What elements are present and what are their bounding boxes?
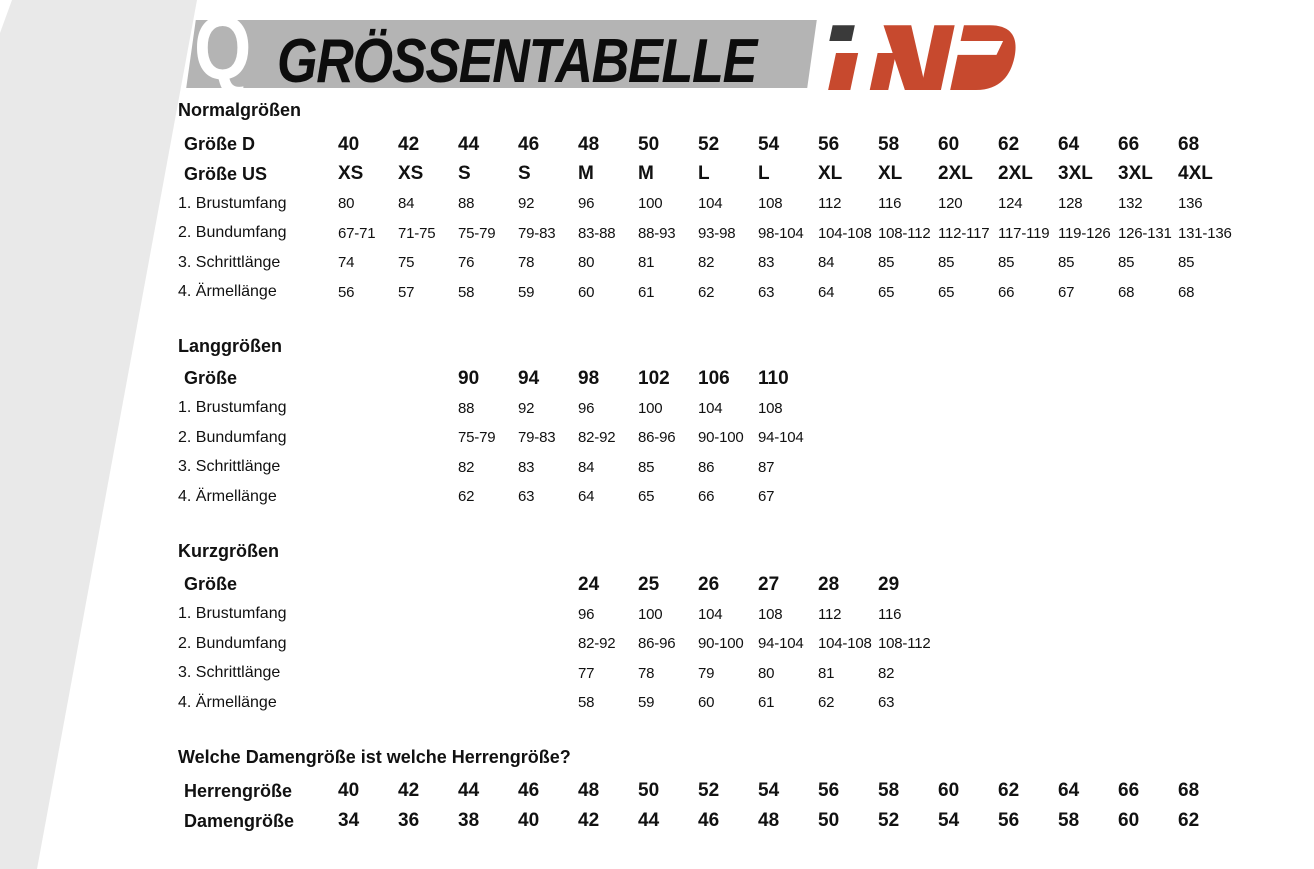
measure-cell: 88-93 (638, 224, 676, 242)
size-cell: M (578, 163, 594, 185)
size-cell: 46 (698, 810, 720, 831)
size-cell: 54 (938, 810, 960, 831)
size-cell: L (698, 163, 710, 185)
size-cell: 44 (458, 780, 480, 801)
measure-cell: 64 (578, 488, 595, 506)
page-title: GRÖSSENTABELLE (277, 27, 757, 96)
size-cell: 64 (1058, 133, 1080, 155)
table-row (178, 570, 1308, 600)
section-heading: Welche Damengröße ist welche Herrengröße? (178, 747, 571, 767)
measure-cell: 84 (398, 195, 415, 213)
row-label: 4. Ärmellänge (178, 487, 277, 505)
section-kurzgroessen (178, 541, 1308, 718)
row-label: Größe D (184, 134, 256, 155)
measure-cell: 98-104 (758, 224, 804, 242)
size-cell: S (518, 163, 531, 185)
measure-cell: 92 (518, 195, 535, 213)
size-cell: 48 (578, 133, 600, 155)
size-cell: 48 (758, 810, 780, 831)
column-offset-spacer (338, 467, 458, 468)
column-offset-spacer (338, 673, 578, 674)
measure-cell: 82-92 (578, 635, 616, 653)
size-cell: 3XL (1058, 163, 1093, 185)
measure-cell: 78 (638, 664, 655, 682)
measure-cell: 63 (758, 283, 775, 301)
size-cell: 25 (638, 573, 660, 595)
size-cell: 50 (638, 780, 660, 801)
measure-cell: 62 (818, 694, 835, 712)
measure-cell: 108-112 (878, 224, 931, 242)
section-langgroessen (178, 336, 1308, 512)
measure-cell: 88 (458, 399, 475, 417)
measure-cell: 60 (578, 283, 595, 301)
section-heading: Kurzgrößen (178, 541, 279, 561)
size-cell: 52 (878, 810, 900, 831)
measure-cell: 59 (518, 283, 535, 301)
row-label: Herrengröße (184, 780, 293, 801)
size-cell: 66 (1118, 133, 1140, 155)
measure-cell: 58 (458, 283, 475, 301)
measure-cell: 124 (998, 195, 1023, 213)
size-cell: 68 (1178, 133, 1200, 155)
column-offset-spacer (338, 496, 458, 497)
table-row (178, 688, 1308, 718)
measure-cell: 86-96 (638, 635, 676, 653)
table-row (178, 629, 1308, 659)
table-row (178, 248, 1308, 278)
measure-cell: 81 (638, 254, 655, 272)
measure-cell: 83 (758, 254, 775, 272)
measure-cell: 83 (518, 458, 535, 476)
row-label: 4. Ärmellänge (178, 283, 277, 301)
measure-cell: 77 (578, 664, 595, 682)
measure-cell: 94-104 (758, 429, 804, 447)
size-cell: 54 (758, 133, 780, 155)
measure-cell: 90-100 (698, 429, 744, 447)
size-cell: 42 (398, 133, 420, 155)
size-cell: XS (398, 163, 424, 185)
measure-cell: 86-96 (638, 429, 676, 447)
measure-cell: 68 (1118, 283, 1135, 301)
size-cell: 56 (818, 133, 840, 155)
size-cell: XL (878, 163, 903, 185)
measure-cell: 67 (758, 488, 775, 506)
size-cell: 42 (578, 810, 600, 831)
row-label: 2. Bundumfang (178, 634, 287, 652)
measure-cell: 81 (818, 664, 835, 682)
section-heading: Normalgrößen (178, 100, 302, 120)
measure-cell: 96 (578, 195, 595, 213)
measure-cell: 112-117 (938, 224, 990, 242)
row-label: Größe US (184, 163, 268, 184)
size-cell: 27 (758, 573, 780, 595)
ind-d-body (950, 25, 1021, 90)
measure-cell: 79 (698, 664, 715, 682)
size-cell: XL (818, 163, 843, 185)
measure-cell: 85 (1178, 254, 1195, 272)
measure-cell: 79-83 (518, 224, 556, 242)
measure-cell: 82-92 (578, 429, 616, 447)
row-label: Größe (184, 574, 238, 595)
size-cell: 24 (578, 573, 600, 595)
size-cell: 60 (938, 133, 960, 155)
table-row (178, 189, 1308, 219)
measure-cell: 85 (998, 254, 1015, 272)
measure-cell: 84 (578, 458, 595, 476)
size-cell: 68 (1178, 780, 1200, 801)
table-row (178, 600, 1308, 630)
measure-cell: 85 (938, 254, 955, 272)
size-cell: 62 (998, 780, 1020, 801)
measure-cell: 74 (338, 254, 355, 272)
ind-brand-logo (828, 10, 1024, 96)
measure-cell: 80 (338, 195, 355, 213)
measure-cell: 108 (758, 605, 783, 623)
measure-cell: 108 (758, 399, 783, 417)
column-offset-spacer (338, 437, 458, 438)
size-cell: 4XL (1178, 163, 1213, 185)
measure-cell: 80 (758, 664, 775, 682)
measure-cell: 83-88 (578, 224, 616, 242)
row-label: Größe (184, 368, 238, 389)
size-cell: 40 (338, 780, 360, 801)
measure-cell: 67-71 (338, 224, 376, 242)
section-heading: Langgrößen (178, 336, 282, 356)
table-row (178, 482, 1308, 512)
measure-cell: 63 (518, 488, 535, 506)
measure-cell: 71-75 (398, 224, 436, 242)
section-rows (178, 130, 1308, 307)
row-label: 3. Schrittlänge (178, 458, 281, 476)
size-cell: 90 (458, 367, 480, 389)
size-cell: 38 (458, 810, 480, 831)
measure-cell: 93-98 (698, 224, 736, 242)
row-label: 4. Ärmellänge (178, 693, 277, 711)
size-cell: 106 (698, 367, 730, 389)
table-row (178, 130, 1308, 160)
measure-cell: 75-79 (458, 429, 496, 447)
size-cell: 110 (758, 367, 789, 389)
measure-cell: 61 (638, 283, 655, 301)
size-cell: 36 (398, 810, 420, 831)
size-cell: 102 (638, 367, 670, 389)
measure-cell: 119-126 (1058, 224, 1111, 242)
table-row (178, 394, 1308, 424)
size-cell: 28 (818, 573, 840, 595)
column-offset-spacer (338, 614, 578, 615)
column-offset-spacer (338, 702, 578, 703)
size-cell: 44 (638, 810, 660, 831)
size-cell: 40 (518, 810, 540, 831)
row-label: 1. Brustumfang (178, 194, 287, 212)
measure-cell: 59 (638, 694, 655, 712)
measure-cell: 136 (1178, 195, 1203, 213)
measure-cell: 84 (818, 254, 835, 272)
measure-cell: 104 (698, 605, 723, 623)
size-cell: 48 (578, 780, 600, 801)
measure-cell: 117-119 (998, 224, 1050, 242)
measure-cell: 126-131 (1118, 224, 1172, 242)
measure-cell: 90-100 (698, 635, 744, 653)
row-label: 1. Brustumfang (178, 399, 287, 417)
measure-cell: 96 (578, 399, 595, 417)
measure-cell: 86 (698, 458, 715, 476)
measure-cell: 63 (878, 694, 895, 712)
table-row (178, 453, 1308, 483)
row-label: 2. Bundumfang (178, 428, 287, 446)
measure-cell: 85 (1058, 254, 1075, 272)
table-row (178, 278, 1308, 308)
measure-cell: 75-79 (458, 224, 496, 242)
size-cell: 64 (1058, 780, 1080, 801)
measure-cell: 100 (638, 195, 663, 213)
measure-cell: 68 (1178, 283, 1195, 301)
section-normalgroessen (178, 100, 1308, 307)
measure-cell: 132 (1118, 195, 1143, 213)
measure-cell: 78 (518, 254, 535, 272)
table-row (178, 364, 1308, 394)
measure-cell: 66 (998, 283, 1015, 301)
size-cell: 2XL (938, 163, 973, 185)
size-cell: 50 (638, 133, 660, 155)
ind-i-dot (829, 25, 855, 41)
size-cell: 3XL (1118, 163, 1153, 185)
size-cell: 26 (698, 573, 720, 595)
measure-cell: 100 (638, 605, 663, 623)
size-cell: 54 (758, 780, 780, 801)
column-offset-spacer (338, 643, 578, 644)
size-cell: 60 (938, 780, 960, 801)
measure-cell: 112 (818, 605, 842, 623)
measure-cell: 65 (638, 488, 655, 506)
measure-cell: 79-83 (518, 429, 556, 447)
size-cell: 50 (818, 810, 840, 831)
measure-cell: 104-108 (818, 635, 872, 653)
size-cell: 40 (338, 133, 360, 155)
size-cell: 58 (878, 133, 900, 155)
section-rows (178, 776, 1308, 836)
size-cell: 66 (1118, 780, 1140, 801)
row-label: 1. Brustumfang (178, 605, 287, 623)
table-row (178, 219, 1308, 249)
size-cell: 62 (1178, 810, 1200, 831)
measure-cell: 128 (1058, 195, 1083, 213)
size-cell: 52 (698, 133, 720, 155)
row-label: 3. Schrittlänge (178, 664, 281, 682)
size-cell: 46 (518, 133, 540, 155)
measure-cell: 65 (878, 283, 895, 301)
measure-cell: 88 (458, 195, 475, 213)
measure-cell: 82 (698, 254, 715, 272)
measure-cell: 104 (698, 399, 723, 417)
size-cell: 56 (998, 810, 1020, 831)
size-cell: 58 (878, 780, 900, 801)
ind-i-stem (828, 53, 858, 90)
q-logo: Q (194, 0, 252, 99)
measure-cell: 87 (758, 458, 775, 476)
row-label: 3. Schrittlänge (178, 253, 281, 271)
section-damen-herren-vergleich (178, 747, 1308, 836)
column-offset-spacer (338, 584, 578, 585)
size-cell: 94 (518, 367, 540, 389)
measure-cell: 100 (638, 399, 663, 417)
table-row (178, 806, 1308, 836)
size-cell: 42 (398, 780, 420, 801)
section-rows (178, 364, 1308, 512)
measure-cell: 104 (698, 195, 723, 213)
measure-cell: 60 (698, 694, 715, 712)
measure-cell: 80 (578, 254, 595, 272)
measure-cell: 108-112 (878, 635, 931, 653)
measure-cell: 56 (338, 283, 355, 301)
measure-cell: 61 (758, 694, 775, 712)
measure-cell: 82 (878, 664, 895, 682)
measure-cell: 75 (398, 254, 415, 272)
ind-n-left-stem (870, 53, 896, 90)
row-label: 2. Bundumfang (178, 224, 287, 242)
measure-cell: 116 (878, 195, 902, 213)
measure-cell: 66 (698, 488, 715, 506)
measure-cell: 64 (818, 283, 835, 301)
measure-cell: 131-136 (1178, 224, 1232, 242)
measure-cell: 62 (458, 488, 475, 506)
row-label: Damengröße (184, 810, 295, 831)
measure-cell: 57 (398, 283, 415, 301)
column-offset-spacer (338, 378, 458, 379)
size-cell: 2XL (998, 163, 1033, 185)
measure-cell: 96 (578, 605, 595, 623)
measure-cell: 92 (518, 399, 535, 417)
measure-cell: 94-104 (758, 635, 804, 653)
measure-cell: 82 (458, 458, 475, 476)
column-offset-spacer (338, 408, 458, 409)
measure-cell: 104-108 (818, 224, 872, 242)
size-cell: 62 (998, 133, 1020, 155)
measure-cell: 58 (578, 694, 595, 712)
measure-cell: 65 (938, 283, 955, 301)
measure-cell: 62 (698, 283, 715, 301)
size-cell: 34 (338, 810, 360, 831)
table-row (178, 659, 1308, 689)
measure-cell: 85 (878, 254, 895, 272)
table-row (178, 776, 1308, 806)
section-rows (178, 570, 1308, 718)
size-cell: 29 (878, 573, 900, 595)
measure-cell: 85 (1118, 254, 1135, 272)
size-cell: 46 (518, 780, 540, 801)
size-cell: 60 (1118, 810, 1140, 831)
ind-d-notch (952, 41, 1003, 55)
size-cell: 58 (1058, 810, 1080, 831)
size-cell: 44 (458, 133, 480, 155)
table-row (178, 423, 1308, 453)
measure-cell: 116 (878, 605, 902, 623)
size-cell: 52 (698, 780, 720, 801)
measure-cell: 120 (938, 195, 963, 213)
size-cell: M (638, 163, 654, 185)
measure-cell: 108 (758, 195, 783, 213)
size-cell: 98 (578, 367, 600, 389)
measure-cell: 67 (1058, 283, 1075, 301)
size-cell: XS (338, 163, 364, 185)
measure-cell: 112 (818, 195, 842, 213)
ind-n-right-stem (921, 25, 955, 90)
size-cell: L (758, 163, 770, 185)
size-cell: 56 (818, 780, 840, 801)
size-cell: S (458, 163, 471, 185)
table-row (178, 160, 1308, 190)
measure-cell: 85 (638, 458, 655, 476)
measure-cell: 76 (458, 254, 475, 272)
